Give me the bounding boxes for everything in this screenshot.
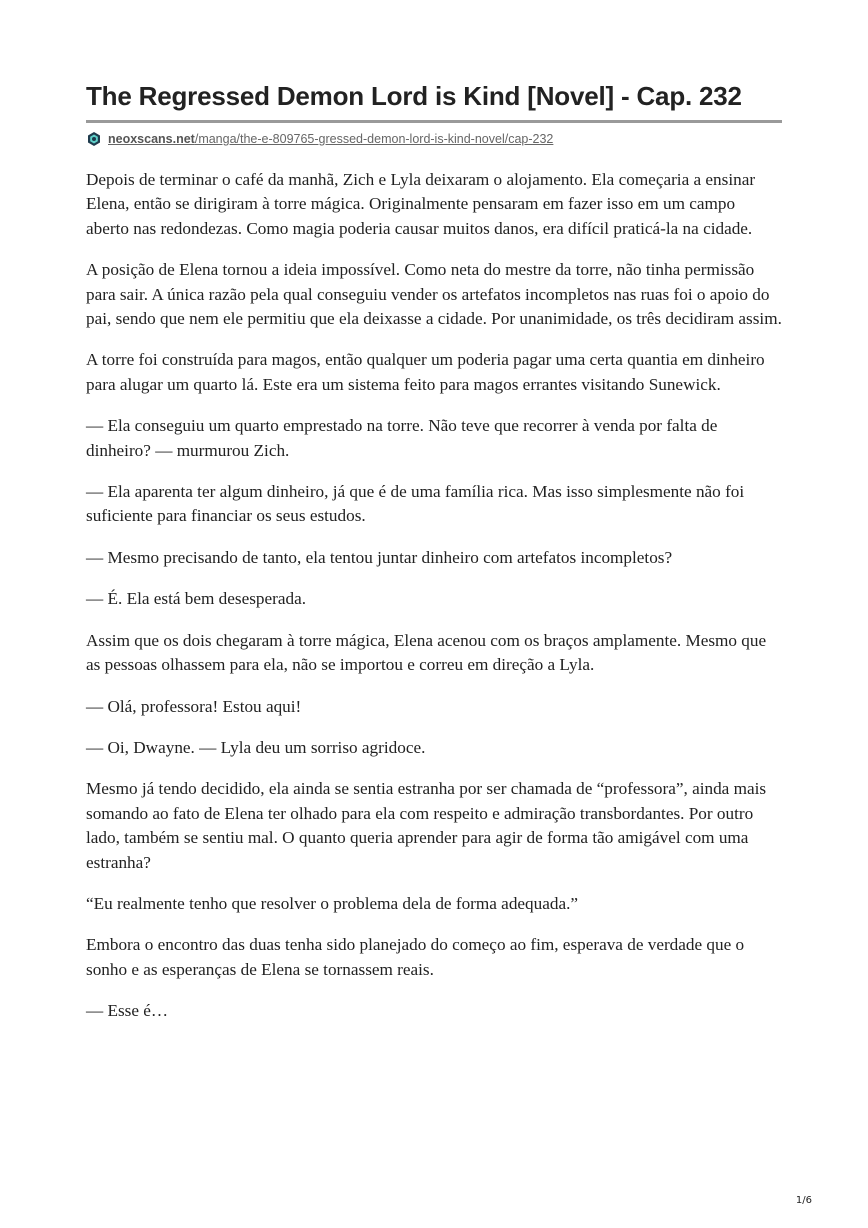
- paragraph: Mesmo já tendo decidido, ela ainda se sentia estranha por ser chamada de “professora”, ainda mais somando ao fato de Elena ter olhado para ela com respeito e admiração transbordantes. Por outro lado, também se sentiu mal. O quanto queria aprender para agir de forma tão amigável com uma estranha?: [86, 779, 767, 872]
- source-path: /manga/the-e-809765-gressed-demon-lord-is-kind-novel/cap-232: [194, 132, 554, 146]
- document-page: [86, 0, 782, 1041]
- paragraph: — Esse é…: [86, 1001, 169, 1021]
- paragraph: Embora o encontro das duas tenha sido planejado do começo ao fim, esperava de verdade que o sonho e as esperanças de Elena se tornassem reais.: [86, 935, 745, 979]
- paragraph: — Oi, Dwayne. — Lyla deu um sorriso agridoce.: [86, 737, 426, 757]
- source-domain: neoxscans.net: [108, 132, 195, 146]
- paragraph: — Ela aparenta ter algum dinheiro, já que é de uma família rica. Mas isso simplesmente não foi suficiente para financiar os seus estudos.: [86, 482, 745, 526]
- paragraph: — Olá, professora! Estou aqui!: [86, 696, 302, 716]
- page-title: The Regressed Demon Lord is Kind [Novel] - Cap. 232: [86, 81, 742, 111]
- source-link[interactable]: [108, 132, 553, 146]
- source-line: [86, 130, 782, 148]
- paragraph: Depois de terminar o café da manhã, Zich e Lyla deixaram o alojamento. Ela começaria a ensinar Elena, então se dirigiram à torre mágica. Originalmente pensaram em fazer isso em um campo aberto nas redondezas. Como magia poderia causar muitos danos, era difícil praticá-la na cidade.: [86, 170, 756, 238]
- title-divider: [86, 120, 782, 123]
- paragraph: — É. Ela está bem desesperada.: [86, 589, 307, 609]
- site-favicon-icon: [86, 131, 102, 147]
- paragraph: A posição de Elena tornou a ideia impossível. Como neta do mestre da torre, não tinha permissão para sair. A única razão pela qual conseguiu vender os artefatos incompletos nas ruas foi o apoio do pai, sendo que nem ele permitiu que ela deixasse a cidade. Por unanimidade, os três decidiram assim.: [86, 260, 782, 329]
- paragraph: A torre foi construída para magos, então qualquer um poderia pagar uma certa quantia em dinheiro para alugar um quarto lá. Este era um sistema feito para magos errantes visitando Sunewick.: [86, 350, 765, 394]
- paragraph: “Eu realmente tenho que resolver o problema dela de forma adequada.”: [86, 893, 579, 913]
- page-number: 1/6: [795, 1195, 812, 1206]
- paragraph: Assim que os dois chegaram à torre mágica, Elena acenou com os braços amplamente. Mesmo que as pessoas olhassem para ela, não se importou e correu em direção a Lyla.: [86, 630, 767, 675]
- paragraph: — Ela conseguiu um quarto emprestado na torre. Não teve que recorrer à venda por falta de dinheiro? — murmurou Zich.: [86, 416, 718, 460]
- chapter-body: [86, 168, 782, 1024]
- paragraph: — Mesmo precisando de tanto, ela tentou juntar dinheiro com artefatos incompletos?: [86, 547, 673, 567]
